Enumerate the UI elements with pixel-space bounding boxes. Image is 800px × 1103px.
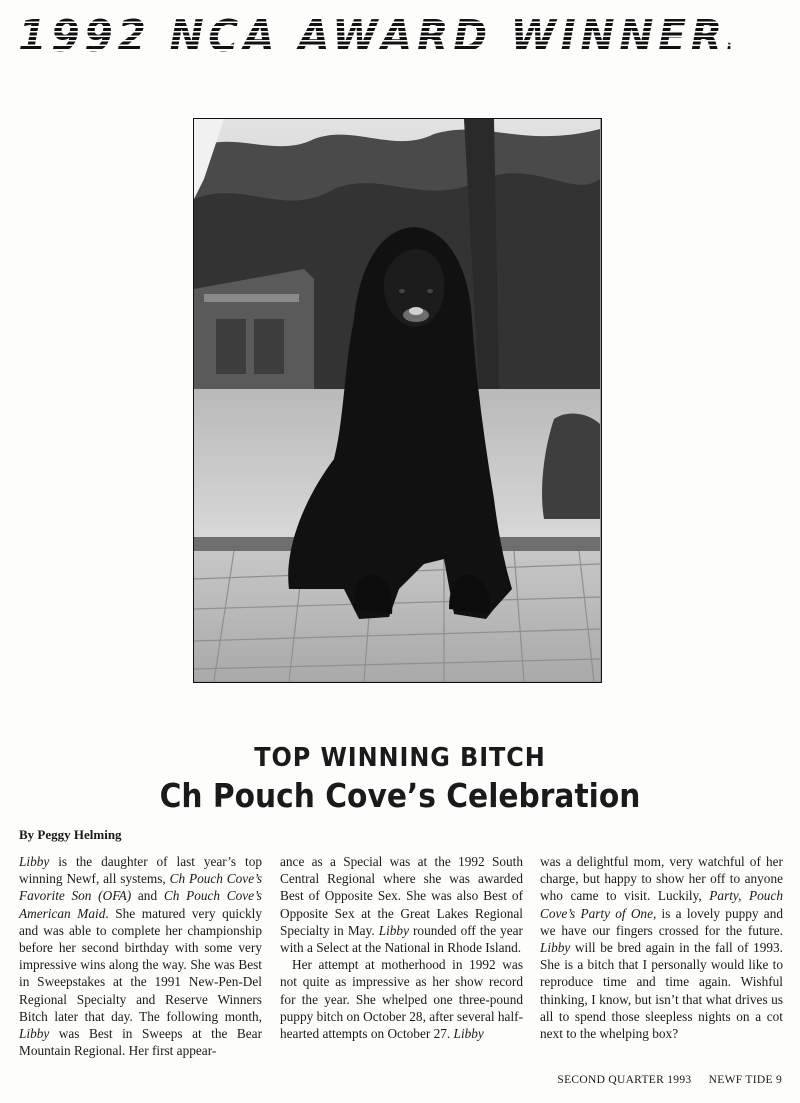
body-paragraph [19, 853, 262, 1059]
article-body [19, 853, 783, 1059]
italic-text: Party, Pouch Cove’s Party of One [540, 888, 783, 921]
article-byline: By Peggy Helming [19, 827, 122, 842]
banner-title: 1992 NCA AWARD WINNERS [18, 11, 761, 62]
body-text: was Best in Sweeps at the Bear Mountain Regional. Her first appear- [19, 1026, 262, 1059]
body-text: and [131, 888, 164, 904]
italic-text: Libby [453, 1026, 484, 1042]
body-column-1 [19, 853, 262, 1059]
italic-text: Libby [19, 854, 50, 869]
italic-text: Libby [378, 922, 409, 938]
body-paragraph [280, 853, 523, 956]
body-text: ance as a Special was at the 1992 South Central Regional where she was awarded Best of Opposite Sex. She was also Best of Opposite Sex at the Great Lakes Regional Specialty in May. [280, 854, 523, 938]
body-text: , is a lovely puppy and we have our fingers crossed for the future. [540, 905, 783, 938]
italic-text: Ch Pouch Cove’s American Maid [19, 888, 262, 921]
article-title: Ch Pouch Cove’s Celebration [159, 776, 641, 815]
issue-label: SECOND QUARTER 1993 [557, 1074, 692, 1086]
body-column-2 [280, 853, 523, 1042]
italic-text: Libby [540, 940, 571, 956]
body-text: rounded off the year with a Select at the National in Rhode Island. [280, 922, 523, 956]
italic-text: Ch Pouch Cove’s Favorite Son (OFA) [19, 871, 262, 904]
body-text: . She matured very quickly and was able to complete her championship before her second birthday with some very impressive wins along the way. She was Best in Sweepstakes at the 1991 New-Pen-Del Regional Specialty and Reserve Winners Bitch later that day. The following month, [19, 905, 262, 1024]
body-text: was a delightful mom, very watchful of her charge, but happy to show her off to anyone who came to visit. Luckily, [540, 854, 783, 904]
article-kicker: TOP WINNING BITCH [254, 743, 546, 773]
page-banner [18, 11, 784, 62]
body-text: Her attempt at motherhood in 1992 was not quite as impressive as her show record for the year. She whelped one three-pound puppy bitch on October 28, after several half-hearted attempts on October 27. [280, 957, 523, 1042]
body-text: is the daughter of last year’s top winning Newf, all systems, [19, 854, 262, 887]
body-paragraph [540, 853, 783, 1042]
body-paragraph [280, 956, 523, 1042]
newfoundland-dog-photo [193, 118, 602, 683]
body-column-3 [540, 853, 783, 1042]
page-footer [543, 1074, 782, 1086]
italic-text: Libby [19, 1026, 50, 1042]
body-text: will be bred again in the fall of 1993. She is a bitch that I personally would like to reproduce time and time again. Wishful thinking, I know, but isn’t that what drives us all to spend those sleepless nights on a cot next to the whelping box? [540, 940, 783, 1042]
page-number: NEWF TIDE 9 [708, 1074, 782, 1086]
